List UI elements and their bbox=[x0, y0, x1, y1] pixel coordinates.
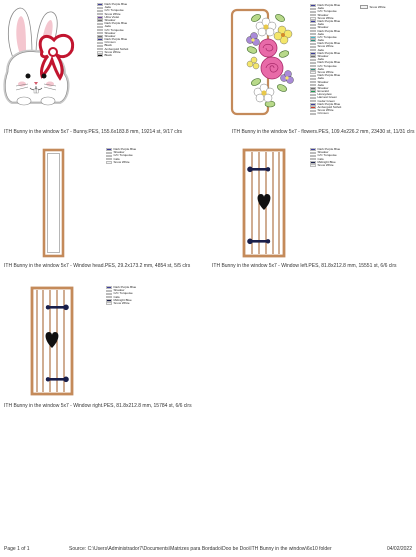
thread-swatch bbox=[106, 296, 112, 298]
thread-swatch bbox=[310, 103, 316, 105]
thread-name: Ambergold Scrlett bbox=[317, 105, 342, 109]
thread-legend-window-head bbox=[106, 148, 136, 164]
thread-name: Dark Purple Blue bbox=[104, 21, 128, 26]
thread-name: Jade bbox=[317, 6, 325, 11]
thread-name: Shadow bbox=[104, 30, 116, 35]
thread-name: Dark Purple Blue bbox=[317, 3, 341, 7]
footer-page-number: Page 1 of 1 bbox=[4, 546, 30, 552]
thread-name: Jade bbox=[317, 82, 325, 87]
thread-name: Snow White bbox=[104, 11, 121, 16]
thread-name: Jade bbox=[317, 22, 325, 27]
thread-name: Snow White bbox=[317, 108, 334, 113]
thread-name: Dark Purple Blue bbox=[104, 2, 128, 6]
thread-name: Ambergold Scrlett bbox=[104, 46, 129, 51]
thread-swatch bbox=[106, 290, 112, 292]
thread-name: Dark Purple Blue bbox=[317, 60, 341, 65]
thread-swatch bbox=[310, 94, 316, 96]
thread-name: Crimson bbox=[104, 40, 116, 45]
thread-legend-flowers bbox=[310, 4, 341, 116]
thread-name: Shadow bbox=[317, 79, 329, 84]
thread-swatch bbox=[310, 20, 316, 22]
thread-swatch bbox=[310, 59, 316, 61]
thread-name: Shadow bbox=[317, 85, 329, 90]
thread-name: Jade bbox=[317, 57, 325, 62]
thread-swatch bbox=[310, 43, 316, 45]
thread-name: Cafe bbox=[317, 156, 324, 161]
thread-swatch bbox=[97, 42, 103, 44]
thread-name: Dark Purple Blue bbox=[104, 37, 128, 42]
thread-name: Dark Purple Blue bbox=[113, 285, 137, 289]
thread-name: C/C Turquoise bbox=[317, 63, 337, 68]
thread-swatch bbox=[310, 68, 316, 70]
thread-swatch bbox=[106, 161, 112, 163]
thread-name: Cedar Green bbox=[317, 98, 335, 103]
thread-swatch bbox=[97, 51, 103, 53]
thread-swatch bbox=[310, 62, 316, 64]
thread-swatch bbox=[310, 81, 316, 83]
thread-name: Midnight Blue bbox=[317, 159, 336, 164]
thread-swatch bbox=[97, 54, 103, 56]
thread-name: C/C Turquoise bbox=[104, 27, 124, 32]
thread-swatch bbox=[360, 5, 368, 9]
thread-swatch bbox=[310, 24, 316, 26]
thread-name: Snow White bbox=[317, 15, 334, 20]
thread-name: Dark Purple Blue bbox=[113, 147, 137, 151]
thread-legend-row bbox=[97, 54, 128, 57]
thread-legend-bunny bbox=[97, 3, 128, 57]
thread-swatch bbox=[310, 87, 316, 89]
thread-name: Snow White bbox=[113, 300, 130, 305]
thread-legend-row bbox=[310, 164, 340, 167]
thread-legend-row bbox=[106, 302, 136, 305]
thread-name: Jade bbox=[317, 76, 325, 81]
thread-legend-window-left bbox=[310, 148, 340, 167]
thread-swatch bbox=[97, 3, 103, 5]
thread-name: Dark Purple Blue bbox=[317, 101, 341, 106]
thread-name: C/C Turquoise bbox=[317, 9, 337, 14]
bunny-design-thumbnail bbox=[2, 2, 94, 112]
thread-swatch bbox=[97, 19, 103, 21]
thread-swatch bbox=[310, 158, 316, 160]
thread-name: Shadow bbox=[317, 25, 329, 30]
thread-swatch bbox=[97, 35, 103, 37]
thread-swatch bbox=[310, 46, 316, 48]
thread-swatch bbox=[97, 29, 103, 31]
thread-name: Crimson bbox=[317, 111, 329, 116]
thread-swatch bbox=[97, 7, 103, 9]
thread-name: Snow White bbox=[317, 44, 334, 49]
thread-swatch bbox=[97, 38, 103, 40]
footer-date: 04/02/2022 bbox=[386, 546, 412, 552]
thread-name: C/C Turquoise bbox=[104, 8, 124, 13]
thread-swatch bbox=[97, 10, 103, 12]
thread-swatch bbox=[310, 164, 316, 166]
thread-swatch bbox=[310, 113, 316, 115]
thread-name: Snow White bbox=[317, 69, 334, 74]
footer-source-path: Source: C:\Users\Administrador7\Documents\Matrizes para Bordado\Doo be Doo\ITH Bunny in the window\6x10 folder bbox=[69, 546, 332, 552]
thread-name: Cafe bbox=[113, 156, 120, 161]
thread-swatch bbox=[106, 152, 112, 154]
thread-swatch bbox=[310, 17, 316, 19]
thread-name: C/C Turquoise bbox=[113, 153, 133, 158]
thread-swatch bbox=[310, 100, 316, 102]
thread-swatch bbox=[310, 39, 316, 41]
thread-swatch bbox=[310, 110, 316, 112]
thread-name: Shadow bbox=[113, 150, 125, 155]
thread-name: Honeydew bbox=[317, 92, 332, 97]
thread-swatch bbox=[97, 13, 103, 15]
thread-swatch bbox=[310, 90, 316, 92]
design-caption-flowers: ITH Bunny in the window 5x7 - flowers.PES, 109.4x226.2 mm, 23430 st, 11/31 clrs bbox=[232, 129, 415, 135]
thread-name: Midnight Blue bbox=[113, 297, 132, 302]
thread-swatch bbox=[106, 299, 112, 301]
thread-name: Shadow bbox=[113, 288, 125, 293]
thread-swatch bbox=[310, 97, 316, 99]
thread-swatch bbox=[310, 52, 316, 54]
thread-name: C/C Turquoise bbox=[317, 153, 337, 158]
thread-swatch bbox=[310, 155, 316, 157]
thread-swatch bbox=[310, 65, 316, 67]
thread-name: Shadow bbox=[317, 54, 329, 58]
thread-name: Dark Purple Blue bbox=[317, 73, 341, 78]
thread-name: Jade bbox=[317, 38, 325, 43]
thread-name: C/C Turquoise bbox=[113, 291, 133, 296]
window-right-design-thumbnail bbox=[30, 286, 74, 396]
thread-swatch bbox=[97, 45, 103, 47]
thread-swatch bbox=[310, 8, 316, 10]
thread-name: Harvest Green bbox=[317, 95, 338, 100]
thread-name: Ultra Violet bbox=[104, 14, 120, 19]
thread-swatch bbox=[310, 14, 316, 16]
thread-name: Jade bbox=[317, 66, 325, 71]
thread-name: Dark Purple Blue bbox=[317, 50, 341, 55]
thread-legend-row bbox=[106, 161, 136, 164]
thread-swatch bbox=[310, 78, 316, 80]
thread-name: C/C Turquoise bbox=[317, 34, 337, 39]
thread-name: Black bbox=[104, 53, 112, 57]
window-left-design-thumbnail bbox=[242, 148, 286, 258]
thread-swatch bbox=[106, 148, 112, 150]
thread-swatch bbox=[106, 155, 112, 157]
thread-swatch bbox=[310, 75, 316, 77]
window-head-design-thumbnail bbox=[42, 148, 66, 258]
thread-swatch bbox=[106, 293, 112, 295]
thread-name: Jade bbox=[317, 47, 325, 52]
thread-name: Shadow bbox=[104, 33, 116, 38]
thread-name: Shadow bbox=[317, 150, 329, 155]
thread-swatch bbox=[106, 158, 112, 160]
extra-thread-flowers bbox=[360, 5, 386, 9]
thread-name: Jade bbox=[104, 5, 112, 10]
design-caption-window-right: ITH Bunny in the window 5x7 - Window right.PES, 81.8x212.8 mm, 15784 st, 6/6 clrs bbox=[4, 403, 192, 409]
thread-swatch bbox=[310, 36, 316, 38]
thread-swatch bbox=[310, 33, 316, 35]
thread-swatch bbox=[310, 84, 316, 86]
thread-swatch bbox=[310, 49, 316, 51]
thread-swatch bbox=[310, 11, 316, 13]
design-caption-window-head: ITH Bunny in the window 5x7 - Window head.PES, 29.2x173.2 mm, 4854 st, 5/5 clrs bbox=[4, 263, 191, 269]
thread-swatch bbox=[97, 16, 103, 18]
thread-name: Dark Purple Blue bbox=[317, 18, 341, 23]
design-caption-window-left: ITH Bunny in the window 5x7 - Window left.PES, 81.8x212.8 mm, 15551 st, 6/6 clrs bbox=[212, 263, 397, 269]
thread-swatch bbox=[97, 48, 103, 50]
thread-swatch bbox=[310, 148, 316, 150]
thread-swatch bbox=[310, 71, 316, 73]
thread-swatch bbox=[310, 106, 316, 108]
thread-name: Emerald bbox=[317, 89, 329, 94]
thread-name: Jade bbox=[317, 31, 325, 36]
design-caption-bunny: ITH Bunny in the window 5x7 - Bunny.PES, 155.6x183.8 mm, 19214 st, 9/17 clrs bbox=[4, 129, 183, 135]
thread-name: Snow White bbox=[104, 49, 121, 54]
thread-swatch bbox=[106, 302, 112, 304]
thread-name: Jade bbox=[104, 24, 112, 29]
thread-swatch bbox=[310, 152, 316, 154]
thread-name: Snow White bbox=[369, 5, 386, 10]
thread-name: Snow White bbox=[317, 162, 334, 167]
thread-swatch bbox=[310, 55, 316, 57]
thread-swatch bbox=[310, 30, 316, 32]
thread-swatch bbox=[106, 286, 112, 288]
thread-legend-window-right bbox=[106, 286, 136, 305]
thread-swatch bbox=[310, 27, 316, 29]
thread-name: Dark Purple Blue bbox=[317, 147, 341, 151]
thread-name: Cafe bbox=[113, 294, 120, 299]
thread-name: Snow White bbox=[113, 159, 130, 164]
thread-swatch bbox=[310, 161, 316, 163]
thread-name: Shadow bbox=[104, 17, 116, 22]
thread-swatch bbox=[97, 32, 103, 34]
thread-name: Black bbox=[104, 43, 112, 48]
thread-swatch bbox=[97, 23, 103, 25]
flowers-design-thumbnail bbox=[226, 4, 306, 122]
thread-name: Shadow bbox=[317, 12, 329, 17]
thread-name: Dark Purple Blue bbox=[317, 28, 341, 33]
thread-swatch bbox=[97, 26, 103, 28]
thread-legend-row bbox=[310, 112, 341, 115]
thread-swatch bbox=[310, 4, 316, 6]
thread-name: Dark Purple Blue bbox=[317, 41, 341, 46]
